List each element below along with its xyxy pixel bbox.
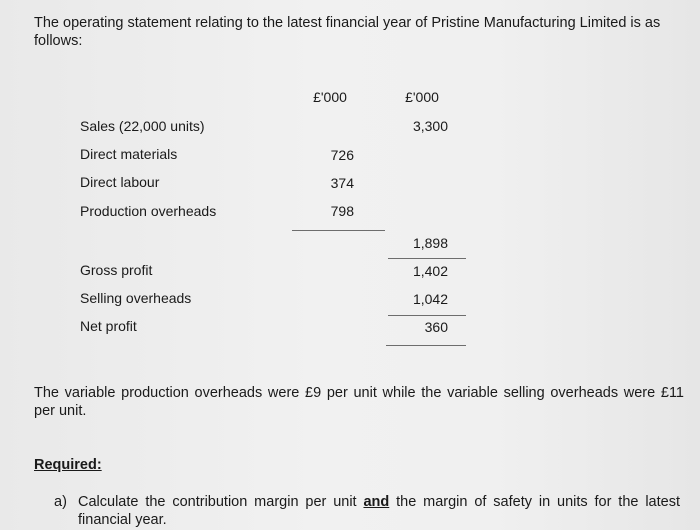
production-overheads-label: Production overheads <box>80 203 217 219</box>
required-heading: Required: <box>34 457 102 473</box>
selling-overheads-label: Selling overheads <box>80 290 192 306</box>
total-costs-value: 1,898 <box>412 235 448 251</box>
question-text-part1: Calculate the contribution margin per unit <box>78 494 364 510</box>
production-overheads-value: 798 <box>330 203 354 219</box>
direct-materials-value: 726 <box>330 147 354 163</box>
question-body <box>78 493 680 529</box>
final-rule-col2 <box>386 345 466 346</box>
direct-materials-label: Direct materials <box>80 146 178 162</box>
selling-overheads-value: 1,042 <box>412 291 448 307</box>
overheads-note: The variable production overheads were £9 per unit while the variable selling overheads were £11 per unit. <box>34 385 684 419</box>
subtotal-rule-col1 <box>292 230 385 231</box>
total-rule-col2 <box>388 258 466 259</box>
gross-profit-label: Gross profit <box>80 262 153 278</box>
column-header-1: £'000 <box>313 89 347 105</box>
question-letter: a) <box>54 494 67 510</box>
direct-labour-label: Direct labour <box>80 174 160 190</box>
question-and-emphasis: and <box>363 494 390 510</box>
sales-label: Sales (22,000 units) <box>80 118 205 134</box>
column-header-2: £'000 <box>405 89 439 105</box>
net-profit-label: Net profit <box>80 318 137 334</box>
net-profit-value: 360 <box>424 319 448 335</box>
question-text-part2: the margin of safety in units for the latest financial year. <box>78 494 680 528</box>
gross-profit-value: 1,402 <box>412 263 448 279</box>
sales-value: 3,300 <box>412 118 448 134</box>
direct-labour-value: 374 <box>330 175 354 191</box>
question-a <box>54 493 680 529</box>
intro-paragraph: The operating statement relating to the latest financial year of Pristine Manufacturing Limited is as follows: <box>34 15 661 49</box>
net-rule-col2 <box>388 315 466 316</box>
